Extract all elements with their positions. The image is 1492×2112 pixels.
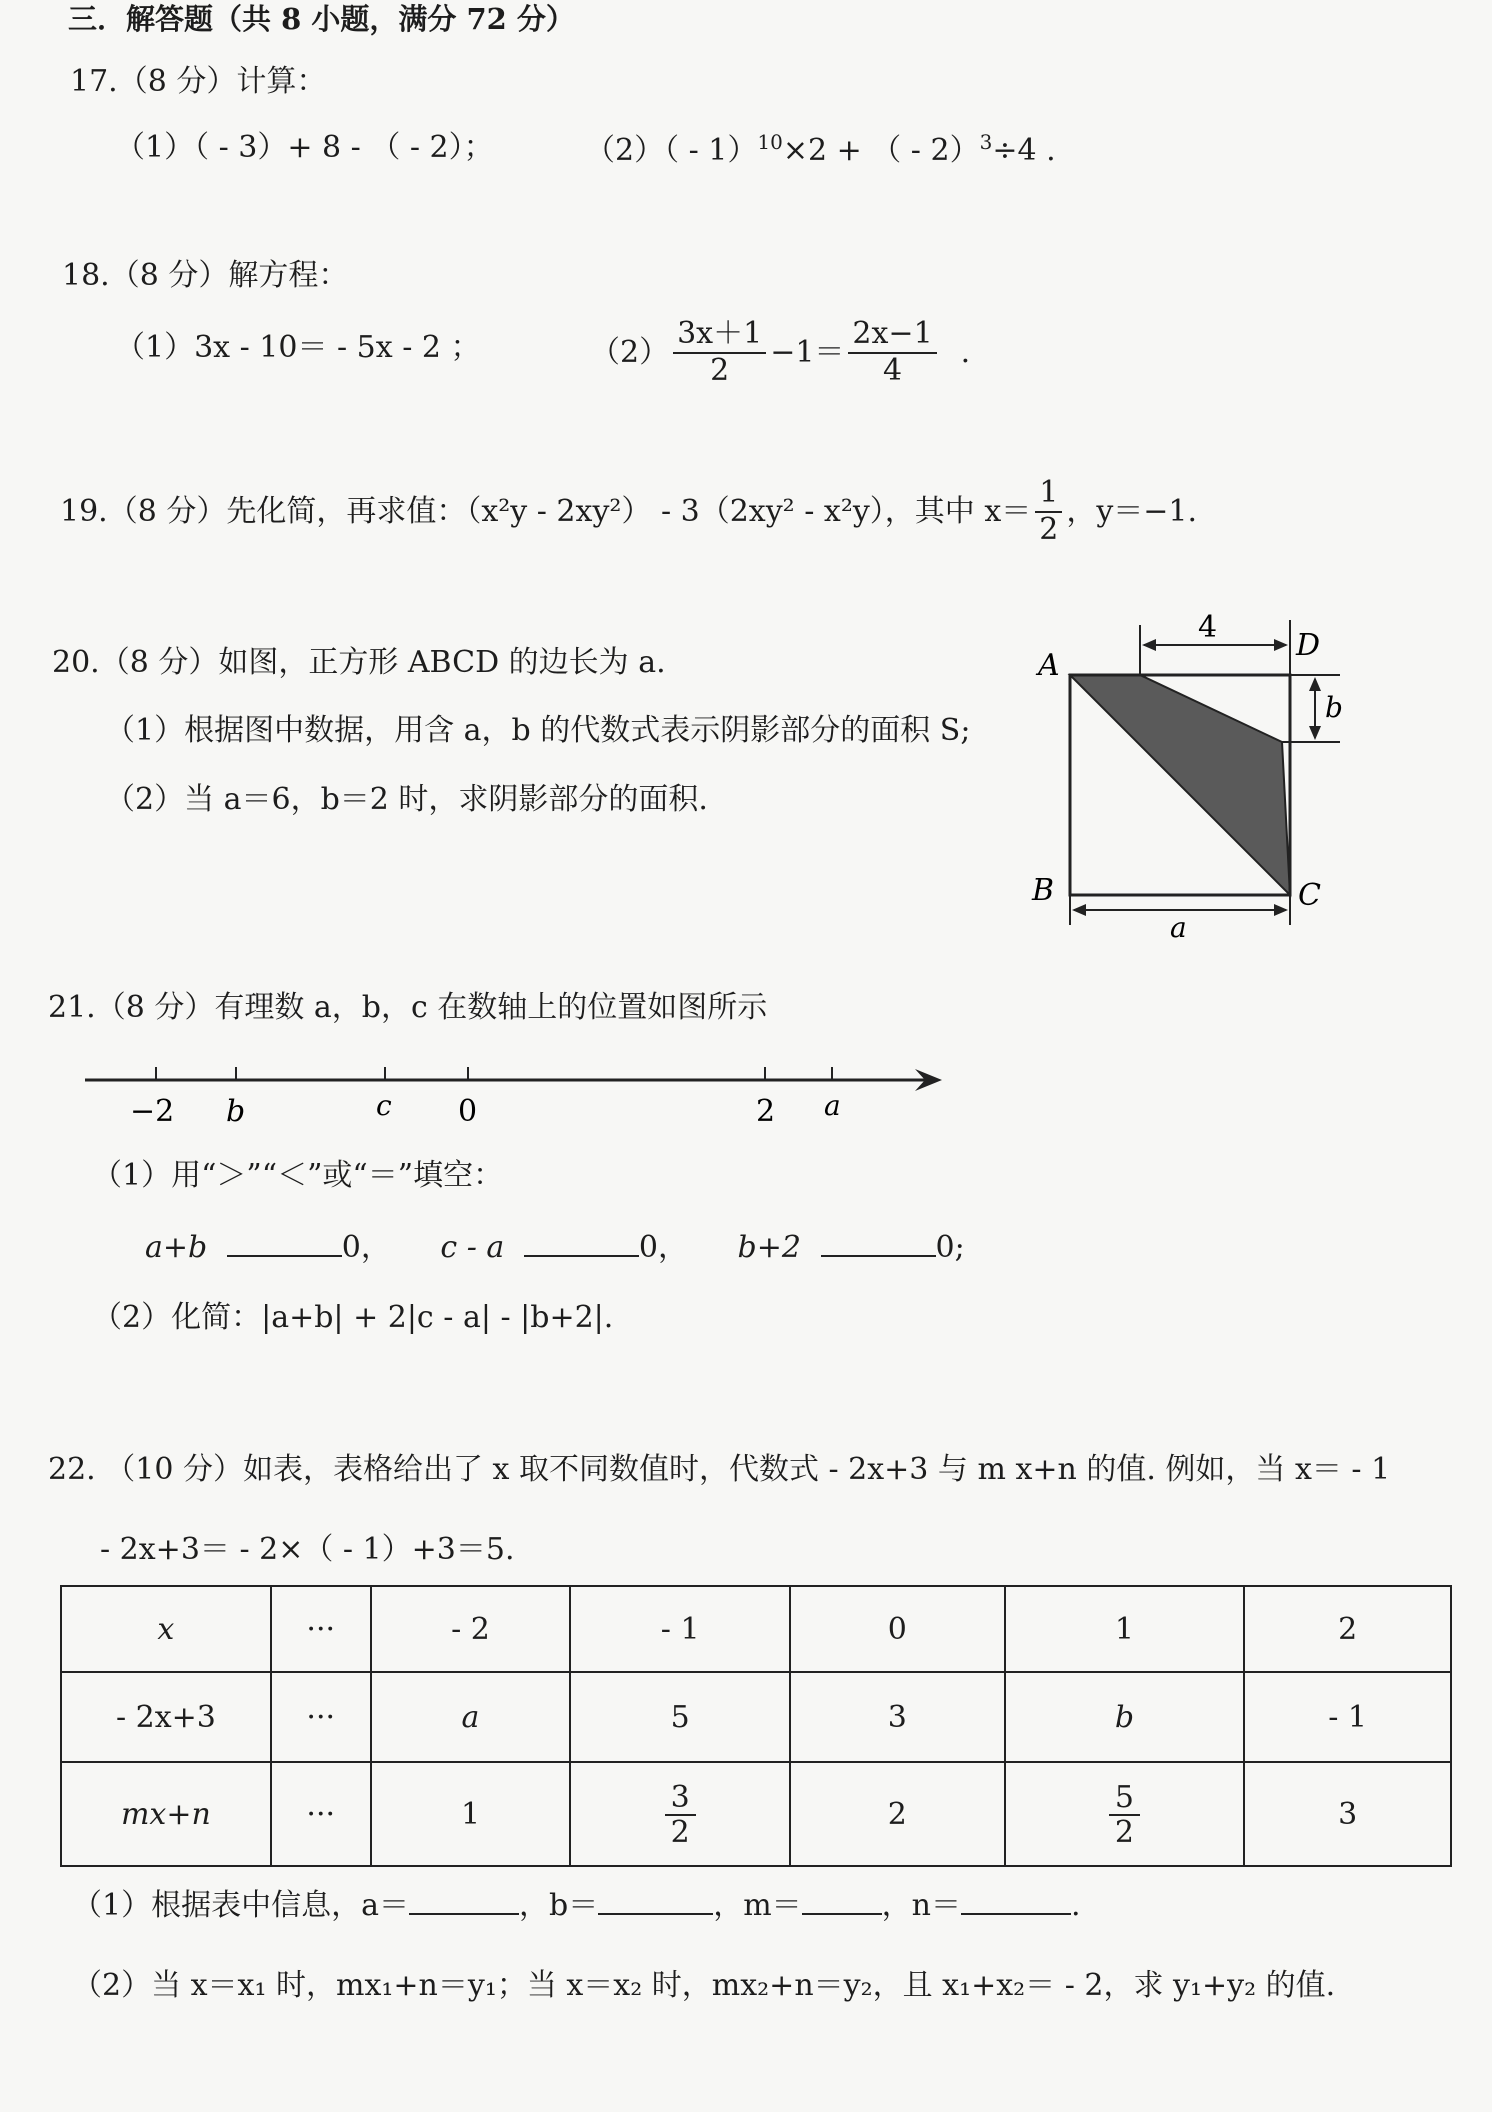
q18-fraction-left-den: 2 [710, 352, 730, 388]
section-heading: 三．解答题（共 8 小题，满分 72 分） [68, 2, 575, 36]
table-cell: 2 [1244, 1586, 1451, 1672]
q21-heading: 21.（8 分）有理数 a，b，c 在数轴上的位置如图所示 [48, 990, 768, 1025]
table-cell: - 2 [371, 1586, 571, 1672]
tick-label-two: 2 [756, 1094, 776, 1129]
fraction-three-halves [665, 1781, 696, 1849]
table-cell: 1 [371, 1762, 571, 1866]
q21-fill2-zero: 0， [638, 1230, 688, 1265]
q22-p1-b: ，b＝ [518, 1888, 599, 1923]
table-cell: 5 [570, 1672, 790, 1762]
q17-part2-exp2: 3 [979, 130, 993, 154]
q19-post: ，y＝−1. [1066, 493, 1198, 529]
q22-p1-pre: （1）根据表中信息，a＝ [72, 1888, 409, 1923]
fraction-five-halves [1109, 1781, 1140, 1849]
table-cell: x [61, 1586, 271, 1672]
table-cell: 0 [790, 1586, 1005, 1672]
tick-label-minus-two: −2 [130, 1094, 175, 1129]
q17-part2-pre: （2）（ - 1） [585, 133, 758, 168]
q22-part1 [72, 1888, 1081, 1924]
table-cell-fraction [570, 1762, 790, 1866]
q20-part1: （1）根据图中数据，用含 a，b 的代数式表示阴影部分的面积 S; [105, 713, 971, 748]
q21-fill1-zero: 0， [341, 1230, 391, 1265]
tick-label-b: b [226, 1094, 246, 1129]
square-figure [1020, 610, 1360, 944]
table-row-mxn [61, 1762, 1451, 1866]
number-line [80, 1055, 960, 1145]
q19-fraction-den: 2 [1039, 511, 1059, 547]
q22-p1-m: ，m＝ [713, 1888, 802, 1923]
q21-blank-1[interactable] [227, 1255, 342, 1257]
label-d: D [1296, 628, 1321, 663]
table-cell-fraction [1005, 1762, 1245, 1866]
label-bottom-dim: a [1170, 911, 1187, 944]
q22-blank-m[interactable] [802, 1913, 882, 1915]
q18-heading: 18.（8 分）解方程： [62, 258, 349, 293]
table-cell: ··· [271, 1672, 371, 1762]
q18-end: . [960, 334, 971, 370]
table-cell: - 2x+3 [61, 1672, 271, 1762]
table-cell: mx+n [61, 1762, 271, 1866]
q22-blank-a[interactable] [409, 1913, 519, 1915]
q18-part2 [590, 317, 970, 388]
table-cell: 3 [1244, 1762, 1451, 1866]
q18-fraction-left [673, 317, 766, 388]
q21-fill3-expr: b+2 [737, 1230, 801, 1265]
q19-fraction [1035, 476, 1062, 547]
q17-heading: 17.（8 分）计算： [70, 64, 327, 99]
q22-heading: 22. （10 分）如表，表格给出了 x 取不同数值时，代数式 - 2x+3 与 m x+n 的值. 例如，当 x＝ - 1 [48, 1452, 1391, 1487]
q22-blank-n[interactable] [961, 1913, 1071, 1915]
q22-p1-n: ，n＝ [881, 1888, 961, 1923]
q18-part1: （1）3x - 10＝ - 5x - 2 ； [115, 330, 481, 365]
q19-pre: 19.（8 分）先化简，再求值：（x²y - 2xy²） - 3（2xy² - x²y），其中 x＝ [60, 493, 1032, 529]
table-cell: ··· [271, 1762, 371, 1866]
q21-fill3-zero: 0; [935, 1230, 965, 1265]
table-row-x [61, 1586, 1451, 1672]
q18-part2-label: （2） [590, 334, 670, 370]
q21-fill-row [145, 1230, 965, 1266]
fraction-den: 2 [670, 1814, 690, 1850]
table-cell: ··· [271, 1586, 371, 1672]
q18-minus-one: −1＝ [770, 334, 845, 370]
table-cell: 1 [1005, 1586, 1245, 1672]
q22-example: - 2x+3＝ - 2×（ - 1）+3＝5. [100, 1532, 515, 1567]
fraction-num: 5 [1109, 1781, 1140, 1816]
fraction-den: 2 [1114, 1814, 1135, 1850]
q17-part2-mid: ×2 + （ - 2） [782, 133, 980, 168]
q17-part1: （1）（ - 3）+ 8 - （ - 2）； [115, 130, 494, 165]
q17-part2-post: ÷4 . [992, 133, 1056, 168]
fraction-num: 3 [665, 1781, 696, 1816]
label-top-dim: 4 [1198, 610, 1218, 645]
q19-fraction-num: 1 [1035, 476, 1062, 513]
q21-blank-2[interactable] [524, 1255, 639, 1257]
shaded-region [1070, 675, 1290, 895]
q22-part2: （2）当 x＝x₁ 时，mx₁+n＝y₁；当 x＝x₂ 时，mx₂+n＝y₂，且 x₁+x₂＝ - 2，求 y₁+y₂ 的值. [72, 1968, 1336, 2003]
table-cell: 2 [790, 1762, 1005, 1866]
q17-part2 [585, 130, 1056, 169]
tick-label-c: c [376, 1089, 392, 1122]
label-b: B [1032, 873, 1055, 908]
tick-label-a: a [824, 1089, 841, 1122]
table-cell: 3 [790, 1672, 1005, 1762]
q21-fill1-expr: a+b [145, 1230, 208, 1265]
label-c: C [1298, 878, 1321, 913]
q21-fill2-expr: c - a [440, 1230, 505, 1265]
q18-fraction-right [848, 317, 936, 388]
table-cell: - 1 [1244, 1672, 1451, 1762]
q22-blank-b[interactable] [598, 1913, 713, 1915]
q18-fraction-right-num: 2x−1 [848, 317, 936, 354]
q22-p1-end: . [1070, 1888, 1081, 1923]
table-cell: a [371, 1672, 571, 1762]
q20-heading: 20.（8 分）如图，正方形 ABCD 的边长为 a. [52, 645, 666, 680]
q18-fraction-left-num: 3x＋1 [673, 317, 766, 354]
q21-part2: （2）化简：|a+b| + 2|c - a| - |b+2|. [92, 1300, 614, 1335]
values-table [60, 1585, 1452, 1867]
q19-text [60, 476, 1197, 547]
q21-blank-3[interactable] [821, 1255, 936, 1257]
label-side-dim: b [1325, 691, 1343, 724]
table-cell: - 1 [570, 1586, 790, 1672]
table-cell: b [1005, 1672, 1245, 1762]
label-a: A [1038, 648, 1060, 683]
q17-part2-exp1: 10 [757, 130, 783, 154]
q20-part2: （2）当 a＝6，b＝2 时，求阴影部分的面积. [105, 782, 708, 817]
tick-label-zero: 0 [458, 1094, 478, 1129]
q18-fraction-right-den: 4 [882, 352, 903, 388]
table-row-linear [61, 1672, 1451, 1762]
q21-part1: （1）用“＞”“＜”或“＝”填空： [92, 1158, 504, 1193]
